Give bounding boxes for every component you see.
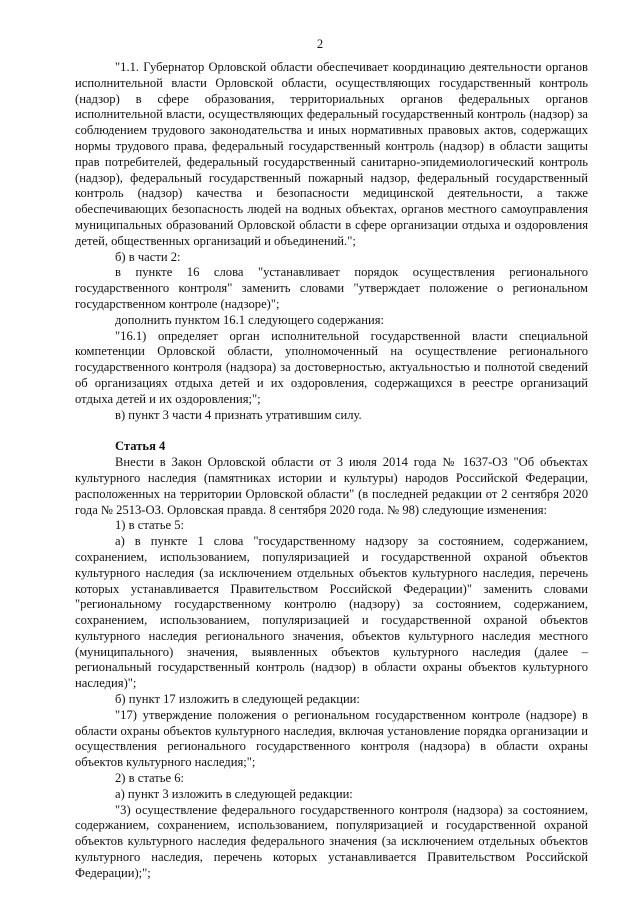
paragraph-article-6: 2) в статье 6:: [115, 771, 185, 786]
paragraph-article-6-point-3: а) пункт 3 изложить в следующей редакции:: [115, 786, 353, 801]
paragraph-article-5-point-17: б) пункт 17 изложить в следующей редакции:: [115, 692, 360, 707]
paragraph-point-3-invalid: в) пункт 3 части 4 признать утратившим силу.: [115, 407, 362, 422]
paragraph-17-text: "17) утверждение положения о региональном государственном контроле (надзоре) в области охраны объектов культурного наследия, включая установление порядка организации и осуществления регионального государственного контроля (надзора) в области охраны объектов культурного наследия;";: [75, 707, 588, 770]
paragraph-article-5-point-1: а) в пункте 1 слова "государственному надзору за состоянием, содержанием, сохранением, использованием, популяризацией и государственной охраной объектов культурного наследия (за исключением отдельных объектов культурного наследия, перечень которых устанавливается Правительством Российской Федерации)" заменить словами "региональному государственному контролю (надзору) за состоянием, содержанием, сохранением, использованием, популяризацией и государственной охраной объектов культурного наследия регионального значения, объектов культурного наследия местного (муниципального) значения, выявленных объектов культурного наследия (далее – региональный государственный контроль (надзор) в области охраны объектов культурного наследия)";: [75, 534, 588, 691]
section-spacer: [75, 423, 588, 439]
paragraph-1-1-governor: "1.1. Губернатор Орловской области обеспечивает координацию деятельности органов исполнительной власти Орловской области, осуществляющих государственный контроль (надзор) в сфере образования, территориальных органов федеральных органов исполнительной власти, осуществляющих федеральный государственный контроль (надзор) за соблюдением трудового законодательства и иных нормативных правовых актов, содержащих нормы трудового права, федеральный государственный контроль (надзор) в области защиты прав потребителей, федеральный государственный санитарно-эпидемиологический контроль (надзор), федеральный государственный пожарный надзор, федеральный государственный контроль (надзор) качества и безопасности медицинской деятельности, а также обеспечивающих безопасность людей на водных объектах, органов местного самоуправления муниципальных образований Орловской области в сфере организации отдыха и оздоровления детей, общественных организаций и объединений.";: [75, 60, 588, 248]
paragraph-16-1-text: "16.1) определяет орган исполнительной государственной власти специальной компетенции Орловской области, уполномоченный на осуществление регионального государственного контроля (надзора) за достоверностью, актуальностью и полнотой сведений об организациях отдыха детей и их оздоровления, содержащихся в реестре организаций отдыха детей и их оздоровления;";: [75, 328, 588, 406]
paragraph-point-16: в пункте 16 слова "устанавливает порядок осуществления регионального государственного контроля" заменить словами "утверждает положение о региональном государственном контроле (надзоре)";: [75, 265, 588, 311]
document-body: [75, 60, 588, 882]
article-heading: Статья 4: [115, 439, 166, 454]
paragraph-article-5: 1) в статье 5:: [115, 518, 185, 533]
page-number: 2: [316, 37, 324, 51]
paragraph-add-16-1: дополнить пунктом 16.1 следующего содержания:: [115, 312, 385, 327]
paragraph-law-amendment: Внести в Закон Орловской области от 3 июля 2014 года № 1637-ОЗ "Об объектах культурного наследия (памятниках истории и культуры) народов Российской Федерации, расположенных на территории Орловской области" (в последней редакции от 2 сентября 2020 года № 2513-ОЗ. Орловская правда. 8 сентября 2020 года. № 98) следующие изменения:: [75, 455, 588, 517]
paragraph-part-2: б) в части 2:: [115, 249, 181, 264]
paragraph-3-text: "3) осуществление федерального государственного контроля (надзора) за состоянием, содержанием, сохранением, использованием, популяризацией и государственной охраной объектов культурного наследия федерального значения (за исключением отдельных объектов культурного наследия, перечень которых устанавливается Правительством Российской Федерации);";: [75, 802, 588, 880]
